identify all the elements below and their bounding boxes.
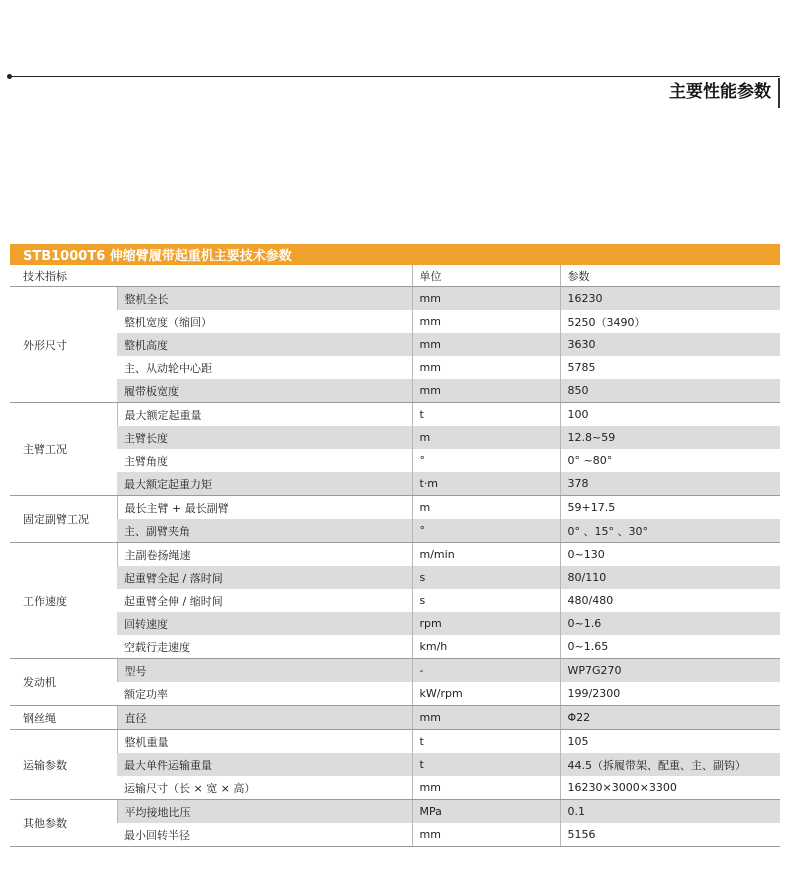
table-row — [10, 287, 780, 311]
cell-item: 主、副臂夹角 — [117, 519, 412, 543]
cell-value: 480/480 — [560, 589, 780, 612]
cell-value: 5250（3490） — [560, 310, 780, 333]
cell-value: 3630 — [560, 333, 780, 356]
cell-unit: m — [412, 426, 560, 449]
table-row — [10, 403, 780, 427]
cell-value: 12.8~59 — [560, 426, 780, 449]
cell-unit: mm — [412, 776, 560, 800]
cell-item: 整机宽度（缩回） — [117, 310, 412, 333]
table-row — [10, 776, 780, 800]
cell-value: WP7G270 — [560, 659, 780, 683]
cell-value: 44.5（拆履带架、配重、主、副钩） — [560, 753, 780, 776]
table-row — [10, 356, 780, 379]
table-row — [10, 449, 780, 472]
table-row — [10, 682, 780, 706]
cell-item: 主、从动轮中心距 — [117, 356, 412, 379]
cell-unit: m — [412, 496, 560, 520]
cell-item: 最小回转半径 — [117, 823, 412, 847]
cell-unit: mm — [412, 287, 560, 311]
cell-unit: km/h — [412, 635, 560, 659]
table-row — [10, 635, 780, 659]
group-name: 固定副臂工况 — [10, 496, 117, 543]
spec-table-body — [10, 244, 780, 847]
group-name: 运输参数 — [10, 730, 117, 800]
cell-unit: mm — [412, 356, 560, 379]
cell-unit: t — [412, 403, 560, 427]
table-row — [10, 612, 780, 635]
section-title: 主要性能参数 — [659, 78, 780, 108]
cell-unit: s — [412, 589, 560, 612]
table-row — [10, 472, 780, 496]
cell-unit: ° — [412, 519, 560, 543]
cell-unit: mm — [412, 310, 560, 333]
cell-unit: t — [412, 730, 560, 754]
cell-unit: mm — [412, 823, 560, 847]
cell-item: 履带板宽度 — [117, 379, 412, 403]
cell-unit: MPa — [412, 800, 560, 824]
cell-value: 5785 — [560, 356, 780, 379]
table-title: STB1000T6 伸缩臂履带起重机主要技术参数 — [10, 244, 780, 265]
cell-unit: mm — [412, 333, 560, 356]
cell-item: 最大单件运输重量 — [117, 753, 412, 776]
table-row — [10, 496, 780, 520]
cell-item: 型号 — [117, 659, 412, 683]
cell-item: 最长主臂 + 最长副臂 — [117, 496, 412, 520]
header-value: 参数 — [560, 265, 780, 287]
cell-item: 运输尺寸（长 × 宽 × 高） — [117, 776, 412, 800]
cell-unit: t·m — [412, 472, 560, 496]
cell-value: 850 — [560, 379, 780, 403]
table-row — [10, 379, 780, 403]
cell-item: 回转速度 — [117, 612, 412, 635]
group-name: 发动机 — [10, 659, 117, 706]
group-name: 工作速度 — [10, 543, 117, 659]
cell-item: 主臂角度 — [117, 449, 412, 472]
cell-item: 空载行走速度 — [117, 635, 412, 659]
header-rule — [10, 76, 780, 77]
group-name: 主臂工况 — [10, 403, 117, 496]
cell-unit: mm — [412, 379, 560, 403]
cell-value: Φ22 — [560, 706, 780, 730]
cell-unit: ° — [412, 449, 560, 472]
cell-unit: mm — [412, 706, 560, 730]
cell-value: 0° 、15° 、30° — [560, 519, 780, 543]
cell-item: 整机重量 — [117, 730, 412, 754]
spec-table — [10, 244, 780, 847]
cell-item: 整机全长 — [117, 287, 412, 311]
cell-unit: - — [412, 659, 560, 683]
group-name: 其他参数 — [10, 800, 117, 847]
table-row — [10, 823, 780, 847]
cell-item: 主臂长度 — [117, 426, 412, 449]
cell-item: 主副卷扬绳速 — [117, 543, 412, 567]
table-row — [10, 659, 780, 683]
cell-value: 0.1 — [560, 800, 780, 824]
table-row — [10, 730, 780, 754]
cell-value: 100 — [560, 403, 780, 427]
cell-item: 平均接地比压 — [117, 800, 412, 824]
cell-unit: t — [412, 753, 560, 776]
cell-item: 整机高度 — [117, 333, 412, 356]
table-row — [10, 706, 780, 730]
table-row — [10, 310, 780, 333]
cell-value: 16230 — [560, 287, 780, 311]
cell-value: 199/2300 — [560, 682, 780, 706]
table-row — [10, 566, 780, 589]
group-name: 外形尺寸 — [10, 287, 117, 403]
cell-value: 0~1.65 — [560, 635, 780, 659]
cell-value: 59+17.5 — [560, 496, 780, 520]
cell-value: 105 — [560, 730, 780, 754]
table-row — [10, 333, 780, 356]
cell-value: 16230×3000×3300 — [560, 776, 780, 800]
cell-item: 最大额定起重力矩 — [117, 472, 412, 496]
table-row — [10, 589, 780, 612]
table-row — [10, 426, 780, 449]
cell-value: 0~130 — [560, 543, 780, 567]
cell-unit: kW/rpm — [412, 682, 560, 706]
cell-unit: s — [412, 566, 560, 589]
cell-value: 5156 — [560, 823, 780, 847]
header-unit: 单位 — [412, 265, 560, 287]
cell-item: 起重臂全起 / 落时间 — [117, 566, 412, 589]
table-row — [10, 753, 780, 776]
cell-item: 最大额定起重量 — [117, 403, 412, 427]
cell-unit: m/min — [412, 543, 560, 567]
cell-value: 0° ~80° — [560, 449, 780, 472]
table-header-row — [10, 265, 780, 287]
cell-unit: rpm — [412, 612, 560, 635]
cell-item: 起重臂全伸 / 缩时间 — [117, 589, 412, 612]
cell-item: 额定功率 — [117, 682, 412, 706]
group-name: 钢丝绳 — [10, 706, 117, 730]
header-indicator: 技术指标 — [10, 265, 412, 287]
cell-value: 0~1.6 — [560, 612, 780, 635]
cell-item: 直径 — [117, 706, 412, 730]
table-row — [10, 543, 780, 567]
cell-value: 378 — [560, 472, 780, 496]
table-title-row — [10, 244, 780, 265]
table-row — [10, 519, 780, 543]
cell-value: 80/110 — [560, 566, 780, 589]
table-row — [10, 800, 780, 824]
